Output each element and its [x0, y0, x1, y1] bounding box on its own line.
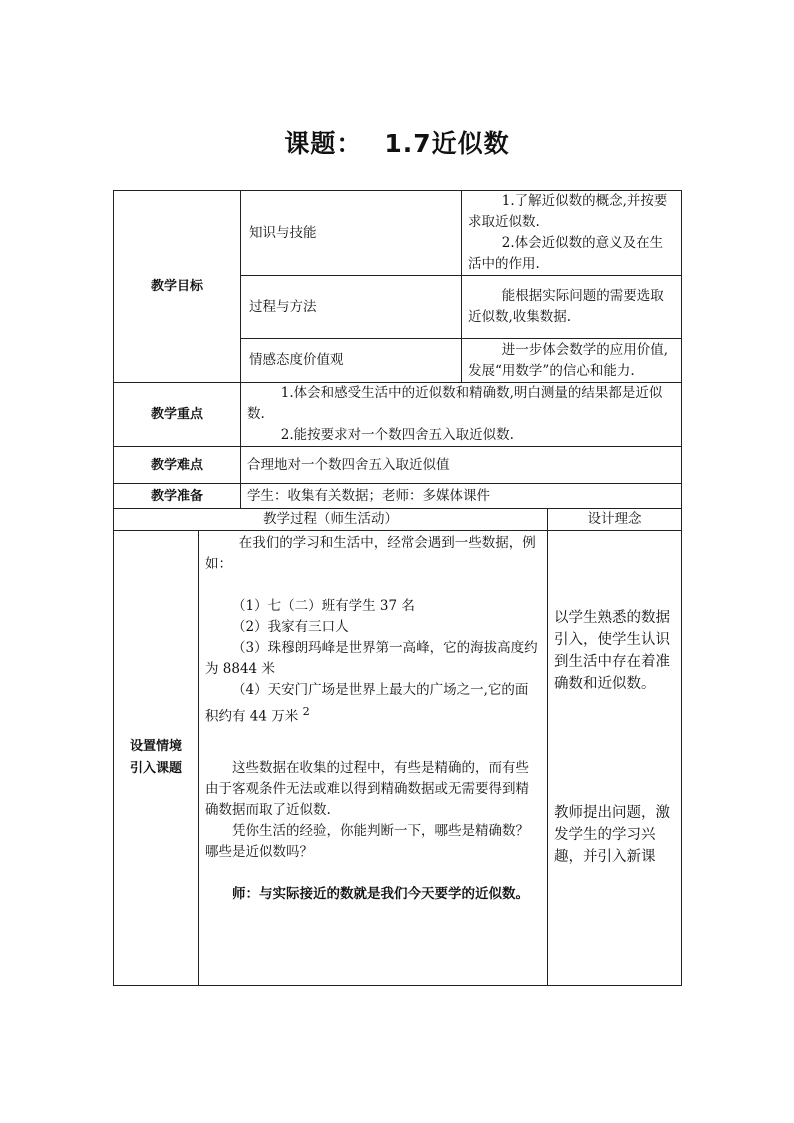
- goal-sub-process: 过程与方法: [241, 276, 462, 339]
- process-content: [199, 531, 548, 986]
- title-name: 近似数: [431, 129, 510, 158]
- difficulty-label: 教学难点: [114, 447, 241, 484]
- lesson-plan-table: [113, 190, 682, 986]
- design-idea: [548, 531, 682, 986]
- goal-sub-knowledge: 知识与技能: [241, 191, 462, 276]
- key-line-2: 2.能按要求对一个数四舍五入取近似数.: [280, 427, 514, 443]
- title-number: 1.7: [384, 129, 432, 158]
- section-label: [114, 531, 199, 986]
- example-3: （3）珠穆朗玛峰是世界第一高峰，它的海拔高度约为 8844 米: [205, 640, 538, 677]
- section-label-line-1: 设置情境: [129, 739, 182, 754]
- idea-2: 教师提出问题，激发学生的学习兴趣，并引入新课: [554, 805, 671, 865]
- teacher-text: 师：与实际接近的数就是我们今天要学的近似数。: [232, 885, 529, 902]
- idea-1: 以学生熟悉的数据引入，使学生认识到生活中存在着准确数和近似数。: [554, 610, 671, 692]
- prep-label: 教学准备: [114, 484, 241, 509]
- goal-text-process: [462, 276, 682, 339]
- goal-knowledge-line-1: 1.了解近似数的概念,并按要求取近似数.: [468, 193, 668, 230]
- intro-text: 在我们的学习和生活中，经常会遇到一些数据，例如：: [205, 535, 536, 572]
- section-label-line-2: 引入课题: [129, 761, 182, 776]
- page-title: [0, 124, 794, 160]
- difficulty-text: 合理地对一个数四舍五入取近似值: [241, 447, 682, 484]
- goal-text-knowledge: [462, 191, 682, 276]
- goal-process-line-1: 能根据实际问题的需要选取近似数,收集数据.: [468, 288, 664, 325]
- difficulty-row: [114, 447, 682, 484]
- goal-row-knowledge: [114, 191, 682, 276]
- key-line-1: 1.体会和感受生活中的近似数和精确数,明白测量的结果都是近似数.: [247, 385, 663, 422]
- key-text: [241, 383, 682, 447]
- goal-knowledge-line-2: 2.体会近似数的意义及在生活中的作用.: [468, 235, 664, 272]
- key-label: 教学重点: [114, 383, 241, 447]
- goal-attitude-line-1: 进一步体会数学的应用价值,发展“用数学”的信心和能力.: [468, 341, 669, 379]
- title-prefix: 课题：: [284, 129, 363, 158]
- square-superscript: 2: [302, 705, 310, 718]
- question-text: 凭你生活的经验，你能判断一下，哪些是精确数？哪些是近似数吗？: [205, 822, 529, 860]
- example-4-text: （4）天安门广场是世界上最大的广场之一,它的面积约有 44 万米: [205, 682, 529, 725]
- process-header: 教学过程（师生活动）: [114, 509, 548, 531]
- prep-text: 学生：收集有关数据；老师：多媒体课件: [241, 484, 682, 509]
- section-row: [114, 531, 682, 986]
- goal-text-attitude: [462, 339, 682, 383]
- key-row: [114, 383, 682, 447]
- explain-text: 这些数据在收集的过程中，有些是精确的，而有些由于客观条件无法或难以得到精确数据或无需要得到精确数据而取了近似数.: [205, 759, 529, 818]
- goals-label: 教学目标: [114, 191, 241, 383]
- goal-sub-attitude: 情感态度价值观: [241, 339, 462, 383]
- idea-header: 设计理念: [548, 509, 682, 531]
- example-2: （2）我家有三口人: [232, 619, 349, 635]
- prep-row: [114, 484, 682, 509]
- process-header-row: [114, 509, 682, 531]
- example-1: （1）七（二）班有学生 37 名: [232, 598, 415, 614]
- example-4: [205, 680, 541, 728]
